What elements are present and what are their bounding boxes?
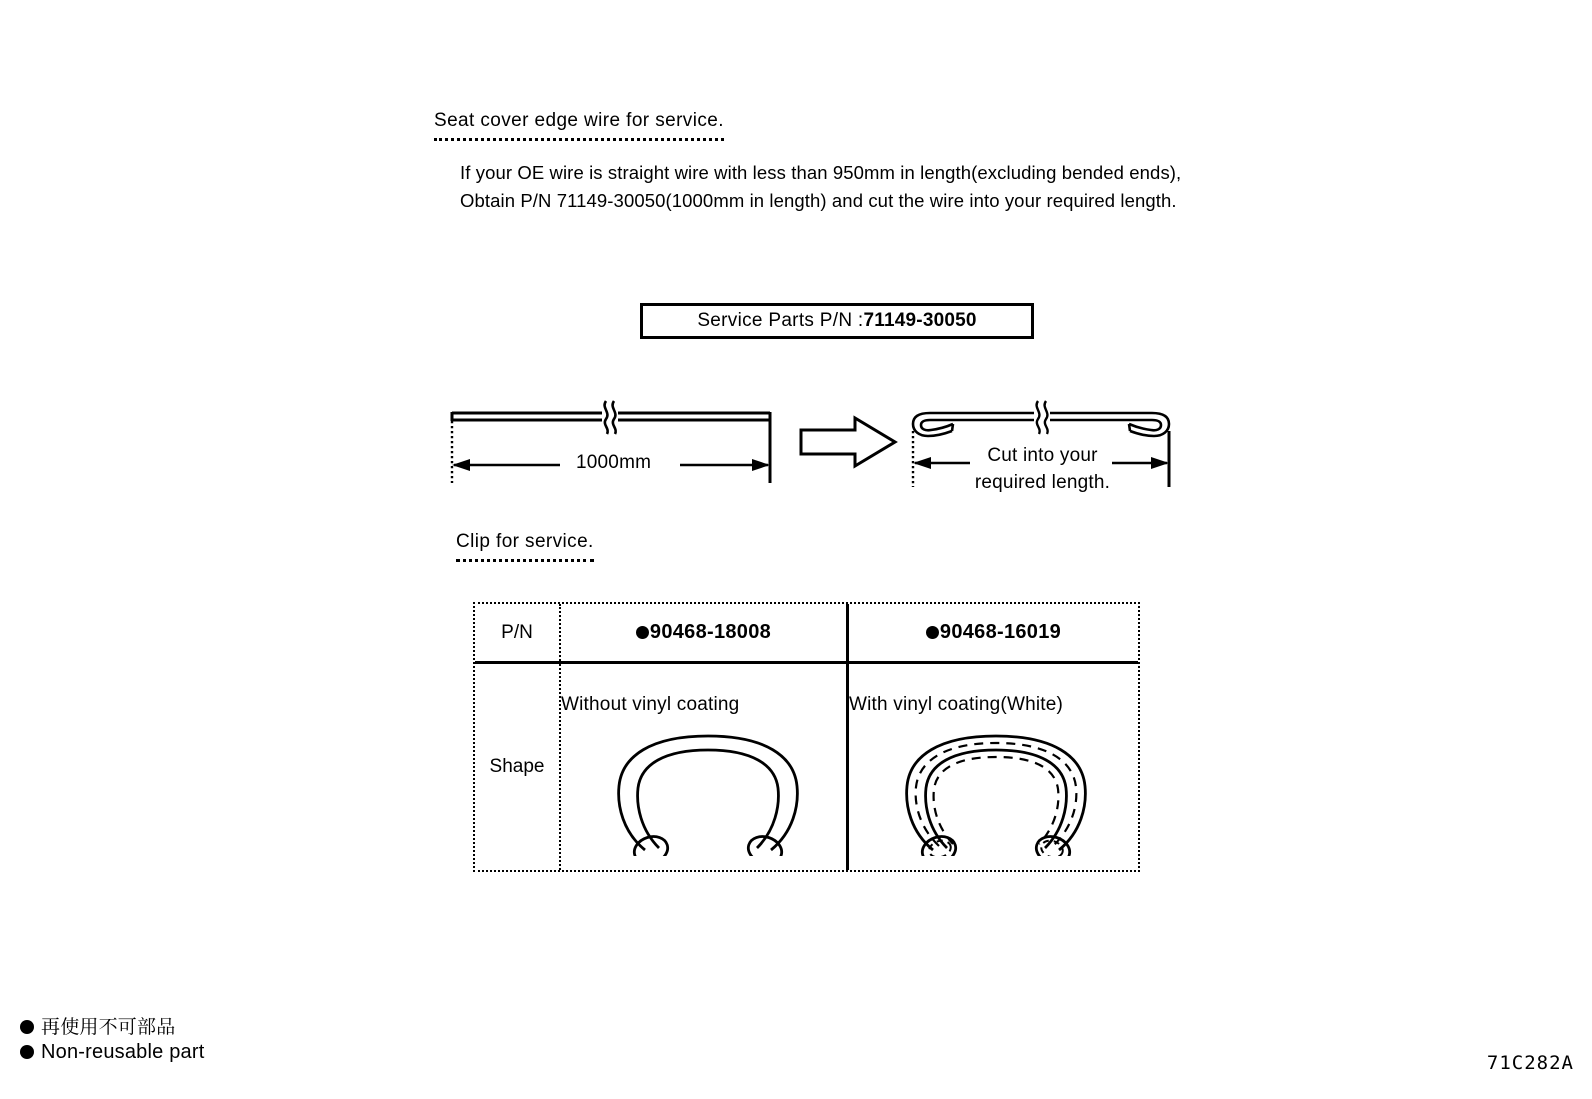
service-parts-pn-box — [640, 303, 1034, 339]
clip-table — [473, 602, 1140, 872]
wire-section-paragraph — [460, 159, 1181, 215]
non-reusable-bullet-icon — [926, 626, 939, 639]
cut-length-label-line-1: Cut into your — [987, 445, 1098, 466]
row-label-pn: P/N — [475, 604, 561, 661]
pn-col-2-value: 90468-16019 — [939, 621, 1062, 643]
clip-section-heading-text: Clip for service. — [456, 531, 594, 562]
transform-arrow — [793, 412, 903, 477]
pn-col-2-text — [926, 621, 1061, 644]
shape-col-1-caption: Without vinyl coating — [561, 694, 740, 715]
cell-pn-col-2 — [849, 604, 1138, 661]
bent-wire-diagram — [900, 395, 1185, 495]
straight-wire-dimension-label: 1000mm — [576, 452, 652, 473]
cut-length-label — [970, 442, 1115, 496]
shape-col-2-caption: With vinyl coating(White) — [849, 694, 1064, 715]
cut-length-label-line-2: required length. — [974, 472, 1111, 493]
c-clip-uncoated-icon — [613, 728, 803, 856]
legend-line-english — [20, 1040, 205, 1065]
document-corner-code: 71C282A — [1486, 1052, 1574, 1074]
row-label-shape: Shape — [475, 664, 561, 870]
wire-section-heading — [434, 110, 724, 141]
wire-section-heading-text: Seat cover edge wire for service. — [434, 110, 724, 141]
pn-col-1-text — [636, 621, 771, 644]
non-reusable-bullet-icon — [20, 1020, 34, 1034]
right-arrow-icon — [793, 412, 903, 472]
clip-section-heading — [456, 531, 594, 562]
legend-line-japanese — [20, 1015, 205, 1040]
legend-japanese-text: 再使用不可部品 — [41, 1016, 176, 1038]
straight-wire-icon — [440, 395, 790, 490]
cell-pn-col-1 — [561, 604, 849, 661]
straight-wire-diagram — [440, 395, 790, 490]
non-reusable-bullet-icon — [20, 1045, 34, 1059]
non-reusable-bullet-icon — [636, 626, 649, 639]
legend-english-text: Non-reusable part — [41, 1041, 205, 1063]
table-row-pn — [475, 604, 1138, 664]
c-clip-vinyl-coated-icon — [901, 728, 1091, 856]
table-row-shape — [475, 664, 1138, 870]
pn-col-1-value: 90468-18008 — [649, 621, 772, 643]
paragraph-line-1: If your OE wire is straight wire with less than 950mm in length(excluding bended ends), — [460, 162, 1182, 183]
paragraph-line-2: Obtain P/N 71149-30050(1000mm in length) and cut the wire into your required length. — [460, 190, 1177, 211]
service-parts-pn-value: 71149-30050 — [863, 310, 977, 331]
legend — [20, 1015, 205, 1065]
service-parts-pn-label: Service Parts P/N : — [697, 310, 864, 331]
cell-shape-col-2 — [849, 664, 1138, 870]
cell-shape-col-1 — [561, 664, 849, 870]
